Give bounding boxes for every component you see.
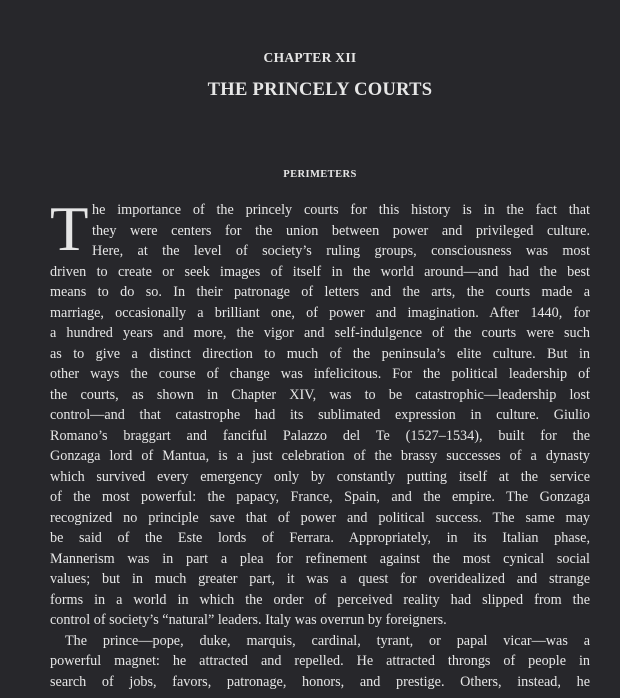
text-line: Gonzaga lord of Mantua, is a just celebration of the brassy successes of a dynasty — [50, 448, 590, 464]
drop-cap: T — [50, 194, 89, 264]
chapter-title: THE PRINCELY COURTS — [207, 80, 433, 100]
text-line: the courts, as shown in Chapter XIV, was to be catastrophic—leadership lost — [50, 386, 590, 403]
text-line: Mannerism was in part a plea for refinement against the most cynical social — [50, 550, 590, 567]
text-line: of the most powerful: the papacy, France, Spain, and the empire. The Gonzaga — [50, 489, 590, 505]
text-line: control—and that catastrophe had its sublimated expression in culture. Giulio — [50, 407, 590, 423]
body-text — [50, 194, 590, 692]
text-line: as to give a distinct direction to much of the peninsula’s elite culture. But in — [50, 345, 590, 362]
text-line: other ways the course of change was infelicitous. For the political leadership of — [50, 366, 590, 382]
text-line: recognized no principle save that of power and political success. The same may — [50, 509, 590, 526]
text-line: The prince—pope, duke, marquis, cardinal, tyrant, or papal vicar—was a — [65, 632, 590, 649]
text-line: Here, at the level of society’s ruling groups, consciousness was most — [92, 243, 590, 259]
text-line: marriage, occasionally a brilliant one, of power and imagination. After 1440, for — [50, 304, 590, 321]
text-line: search of jobs, favors, patronage, honors, and prestige. Others, instead, he — [50, 673, 590, 690]
text-line: control of society’s “natural” leaders. Italy was overrun by foreigners. — [50, 612, 447, 628]
text-line: which survived every emergency only by constantly putting itself at the service — [50, 468, 590, 485]
text-line: means to do so. In their patronage of letters and the arts, the courts made a — [50, 284, 590, 300]
text-line: Romano’s braggart and fanciful Palazzo del Te (1527–1534), built for the — [50, 427, 590, 444]
text-line: powerful magnet: he attracted and repelled. He attracted throngs of people in — [50, 653, 590, 669]
text-line: a hundred years and more, the vigor and self-indulgence of the courts were such — [50, 325, 590, 341]
text-line: forms in a world in which the order of perceived reality had slipped from the — [50, 591, 590, 608]
text-line: driven to create or seek images of itself in the world around—and had the best — [50, 263, 590, 280]
text-line: be said of the Este lords of Ferrara. Appropriately, in its Italian phase, — [50, 530, 590, 546]
chapter-number: CHAPTER XII — [263, 50, 357, 65]
text-line: values; but in much greater part, it was a quest for overidealized and strange — [50, 571, 590, 587]
text-line: he importance of the princely courts for this history is in the fact that — [92, 202, 590, 218]
text-line: they were centers for the union between power and privileged culture. — [92, 222, 590, 239]
section-heading: PERIMETERS — [283, 169, 357, 180]
